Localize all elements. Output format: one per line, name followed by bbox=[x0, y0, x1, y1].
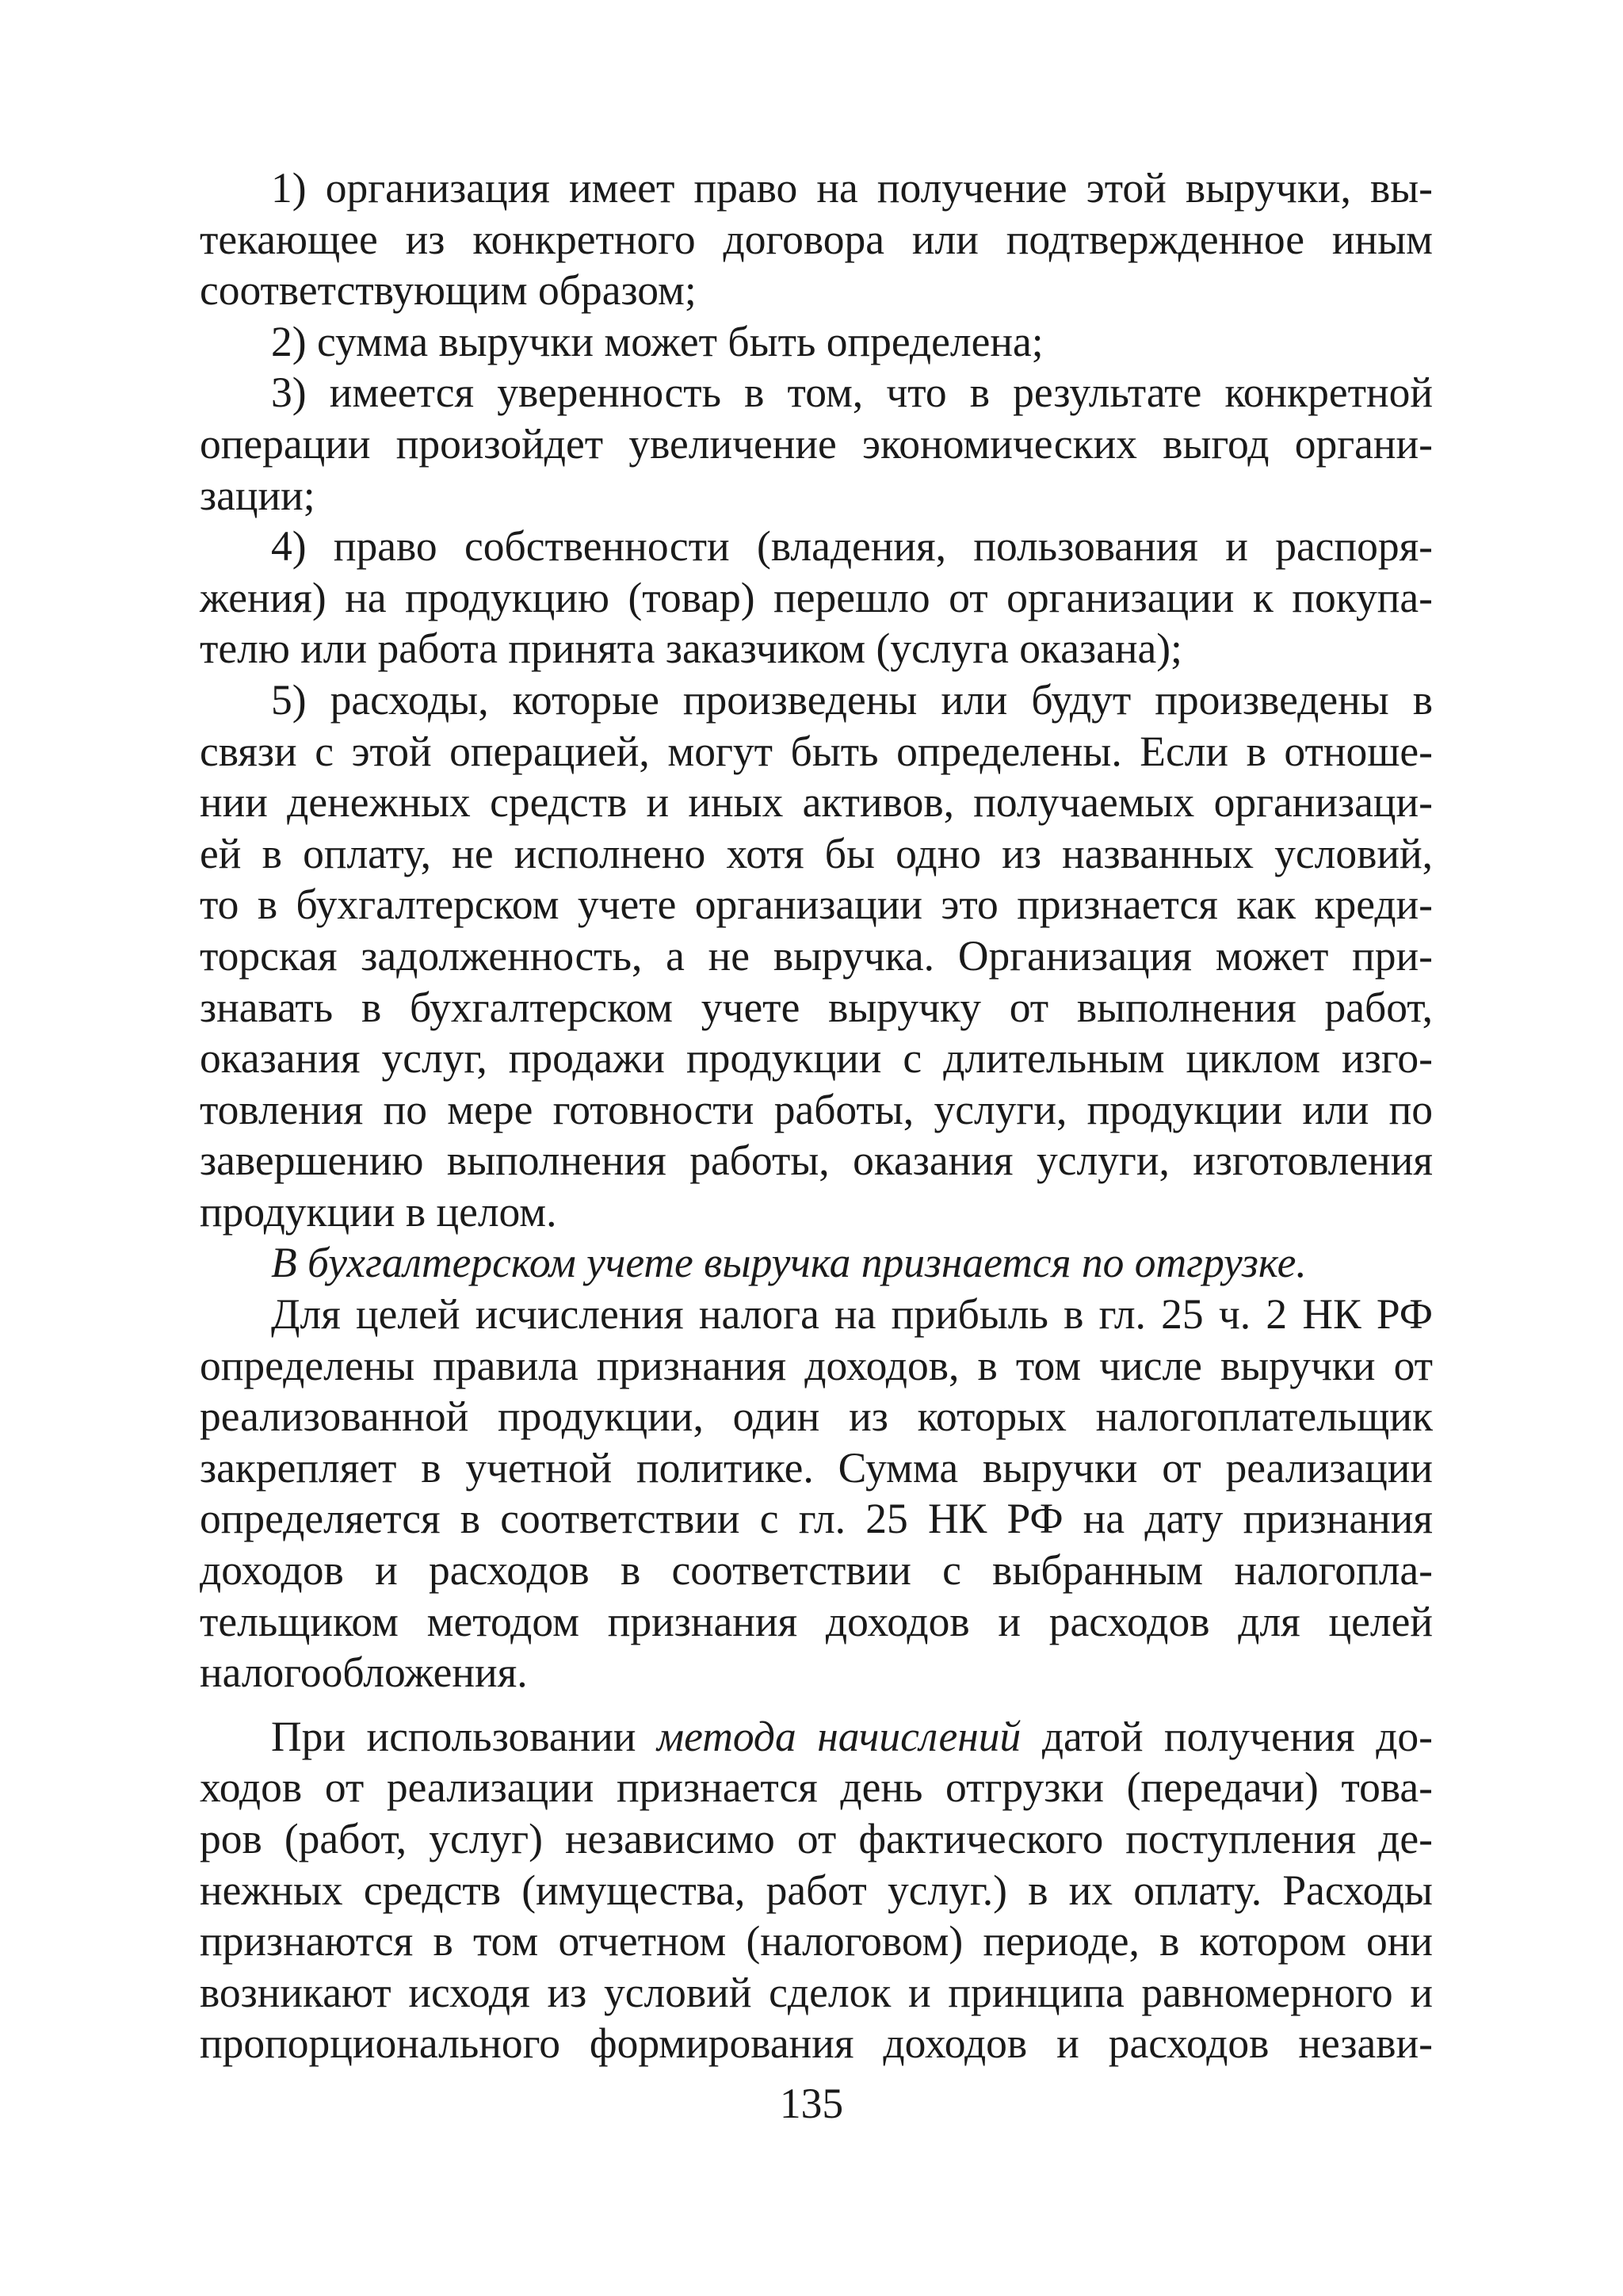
text-line: знавать в бухгалтерском учете выручку от выполнения работ, bbox=[200, 983, 1433, 1031]
text-line: зации; bbox=[200, 471, 315, 519]
text-line: ров (работ, услуг) независимо от фактического поступления де- bbox=[200, 1815, 1433, 1862]
text-line: пропорционального формирования доходов и расходов незави- bbox=[200, 2019, 1433, 2068]
text-line: реализованной продукции, один из которых налогоплательщик bbox=[200, 1392, 1433, 1441]
page-number: 135 bbox=[779, 2080, 844, 2127]
italic-statement-line: В бухгалтерском учете выручка признается по отгрузке. bbox=[271, 1239, 1307, 1287]
text-line: признаются в том отчетном (налоговом) периоде, в котором они bbox=[200, 1917, 1433, 1966]
text-line: Для целей исчисления налога на прибыль в гл. 25 ч. 2 НК РФ bbox=[271, 1290, 1433, 1339]
text-line: соответствующим образом; bbox=[200, 266, 697, 315]
text-line: 5) расходы, которые произведены или будут произведены в bbox=[271, 675, 1433, 724]
text-line: продукции в целом. bbox=[200, 1187, 557, 1236]
text-line: операции произойдет увеличение экономических выгод органи- bbox=[200, 419, 1433, 468]
text-line: определены правила признания доходов, в том числе выручки от bbox=[200, 1341, 1433, 1389]
text-line: ей в оплату, не исполнено хотя бы одно из названных условий, bbox=[200, 829, 1433, 877]
text-line: доходов и расходов в соответствии с выбранным налогопла- bbox=[200, 1546, 1433, 1595]
text-line: налогообложения. bbox=[200, 1648, 528, 1697]
body-text bbox=[200, 162, 1433, 2069]
text-line: 1) организация имеет право на получение этой выручки, вы- bbox=[271, 164, 1433, 212]
text-line: ходов от реализации признается день отгрузки (передачи) това- bbox=[200, 1763, 1433, 1812]
text-segment: датой получения до- bbox=[1021, 1712, 1433, 1760]
text-line: товления по мере готовности работы, услуги, продукции или по bbox=[200, 1085, 1433, 1133]
text-line: жения) на продукцию (товар) перешло от организации к покупа- bbox=[200, 573, 1433, 621]
text-line: связи с этой операцией, могут быть определены. Если в отноше- bbox=[200, 727, 1433, 775]
text-segment: При использовании bbox=[271, 1712, 658, 1760]
text-line: возникают исходя из условий сделок и принципа равномерного и bbox=[200, 1968, 1433, 2016]
text-line: закрепляет в учетной политике. Сумма выручки от реализации bbox=[200, 1443, 1433, 1492]
text-line: завершению выполнения работы, оказания услуги, изготовления bbox=[200, 1137, 1433, 1185]
text-line: 4) право собственности (владения, пользования и распоря- bbox=[271, 522, 1433, 571]
text-line-with-italic-term bbox=[200, 1711, 1433, 1763]
text-line: 2) сумма выручки может быть определена; bbox=[271, 317, 1044, 365]
text-line: тельщиком методом признания доходов и расходов для целей bbox=[200, 1597, 1433, 1645]
text-line: телю или работа принята заказчиком (услуга оказана); bbox=[200, 625, 1182, 673]
text-line: определяется в соответствии с гл. 25 НК РФ на дату признания bbox=[200, 1495, 1433, 1543]
text-line: текающее из конкретного договора или подтвержденное иным bbox=[200, 215, 1433, 263]
text-line: то в бухгалтерском учете организации это признается как креди- bbox=[200, 881, 1433, 929]
text-line: 3) имеется уверенность в том, что в результате конкретной bbox=[271, 369, 1433, 417]
text-line: оказания услуг, продажи продукции с длительным циклом изго- bbox=[200, 1034, 1433, 1083]
text-line: нежных средств (имущества, работ услуг.) в их оплату. Расходы bbox=[200, 1866, 1433, 1914]
text-line: торская задолженность, а не выручка. Организация может при- bbox=[200, 931, 1433, 980]
italic-term: метода начислений bbox=[657, 1712, 1022, 1760]
text-line: нии денежных средств и иных активов, получаемых организаци- bbox=[200, 778, 1433, 827]
